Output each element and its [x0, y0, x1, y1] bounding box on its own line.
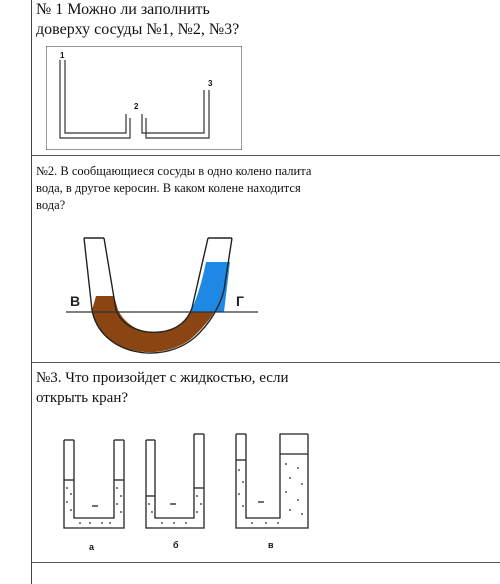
- q1-line-1: № 1 Можно ли заполнить: [36, 1, 210, 18]
- page-left-rule: [31, 0, 32, 584]
- q3-caption-b: б: [173, 540, 179, 550]
- question-3-text: [36, 368, 336, 408]
- q1-line-2: доверху сосуды №1, №2, №3?: [36, 21, 240, 38]
- q3-caption-v: в: [268, 540, 274, 550]
- q1-vessel-label-1: 1: [60, 51, 65, 60]
- separator-3: [31, 562, 500, 563]
- q3-liquid-dots-v: [238, 463, 303, 524]
- q3-line-1: №3. Что произойдет с жидкостью, если: [36, 370, 289, 386]
- q2-label-left: В: [70, 293, 81, 309]
- q3-line-2: открыть кран?: [36, 390, 128, 406]
- q3-vessels-figure: [58, 430, 318, 538]
- separator-2: [31, 362, 500, 363]
- separator-1: [31, 155, 500, 156]
- question-1-text: [36, 0, 336, 40]
- q1-vessels-figure: [46, 46, 242, 150]
- q1-vessel-label-3: 3: [208, 79, 213, 88]
- q2-u-tube-figure: [60, 226, 270, 362]
- q3-vessel-a: [64, 440, 124, 528]
- q3-caption-a: а: [89, 542, 95, 552]
- question-2-text: [36, 163, 356, 214]
- q1-vessel-label-2: 2: [134, 102, 139, 111]
- q2-line-3: вода?: [36, 198, 66, 212]
- q2-label-right: Г: [236, 293, 244, 309]
- q2-line-2: вода, в другое керосин. В каком колене находится: [36, 181, 301, 195]
- q3-vessel-b: [146, 434, 204, 528]
- q3-vessel-v: [236, 434, 308, 528]
- q2-line-1: №2. В сообщающиеся сосуды в одно колено палита: [36, 164, 312, 178]
